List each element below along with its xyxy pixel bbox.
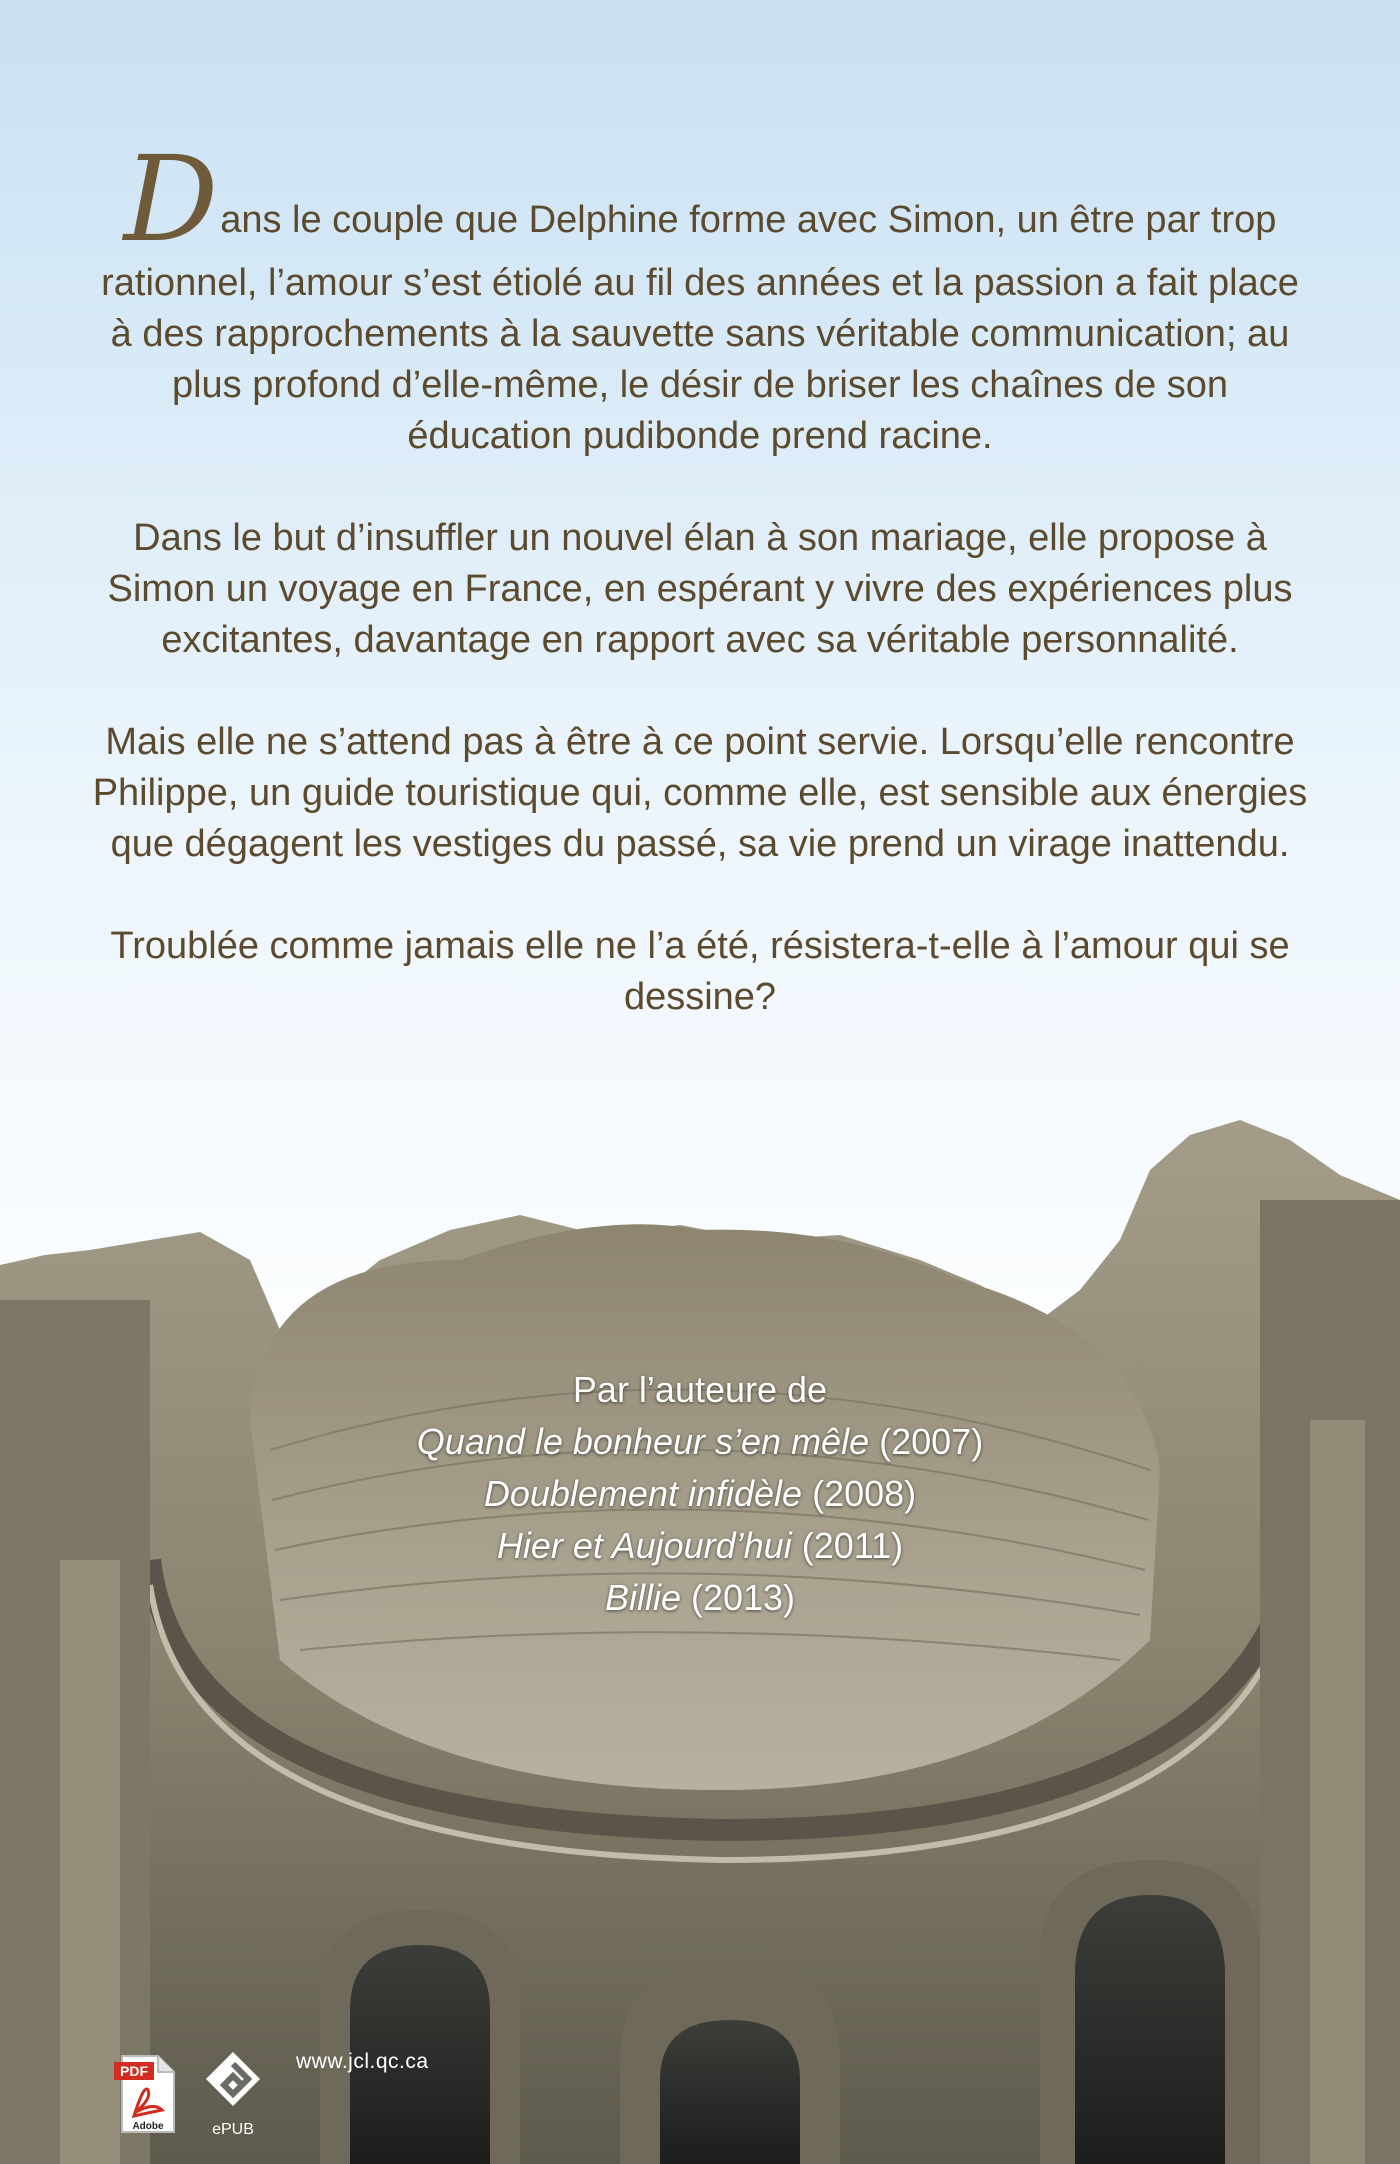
synopsis	[90, 130, 1310, 1074]
book-year: (2008)	[812, 1473, 917, 1514]
book-year: (2011)	[801, 1525, 904, 1566]
synopsis-paragraph-3: Mais elle ne s’attend pas à être à ce point servie. Lorsqu’elle rencontre Philippe, un guide touristique qui, comme elle, est sensible aux énergies que dégagent les vestiges du passé, sa vie prend un virage inattendu.	[92, 721, 1308, 865]
pdf-label: PDF	[120, 2063, 148, 2079]
book-title: Doublement infidèle	[483, 1473, 803, 1514]
book-title: Quand le bonheur s’en mêle	[416, 1421, 870, 1462]
epub-icon	[200, 2048, 266, 2140]
synopsis-paragraph-4: Troublée comme jamais elle ne l’a été, résistera-t-elle à l’amour qui se dessine?	[110, 925, 1290, 1018]
drop-cap: D	[123, 130, 219, 268]
adobe-label: Adobe	[132, 2121, 164, 2132]
book-entry	[300, 1520, 1100, 1572]
book-entry	[300, 1468, 1100, 1520]
book-entry	[300, 1572, 1100, 1624]
book-entry	[300, 1416, 1100, 1468]
bibliography-heading: Par l’auteure de	[572, 1369, 828, 1410]
book-title: Billie	[604, 1577, 681, 1618]
pdf-adobe-icon	[114, 2054, 178, 2134]
epub-label: ePUB	[212, 2121, 254, 2138]
book-year: (2013)	[690, 1577, 796, 1618]
book-year: (2007)	[879, 1421, 984, 1462]
author-bibliography	[300, 1364, 1100, 1624]
publisher-url[interactable]: www.jcl.qc.ca	[296, 2050, 429, 2073]
synopsis-paragraph-1	[90, 130, 1310, 462]
footer	[110, 2040, 510, 2150]
book-title: Hier et Aujourd’hui	[496, 1525, 792, 1566]
synopsis-paragraph-1-text: ans le couple que Delphine forme avec Simon, un être par trop rationnel, l’amour s’est étiolé au fil des années et la passion a fait place à des rapprochements à la sauvette sans véritable communication; au plus profond d’elle-même, le désir de briser les chaînes de son éducation pudibonde prend racine.	[101, 199, 1299, 457]
synopsis-paragraph-2: Dans le but d’insuffler un nouvel élan à son mariage, elle propose à Simon un voyage en France, en espérant y vivre des expériences plus excitantes, davantage en rapport avec sa véritable personnalité.	[107, 517, 1293, 661]
